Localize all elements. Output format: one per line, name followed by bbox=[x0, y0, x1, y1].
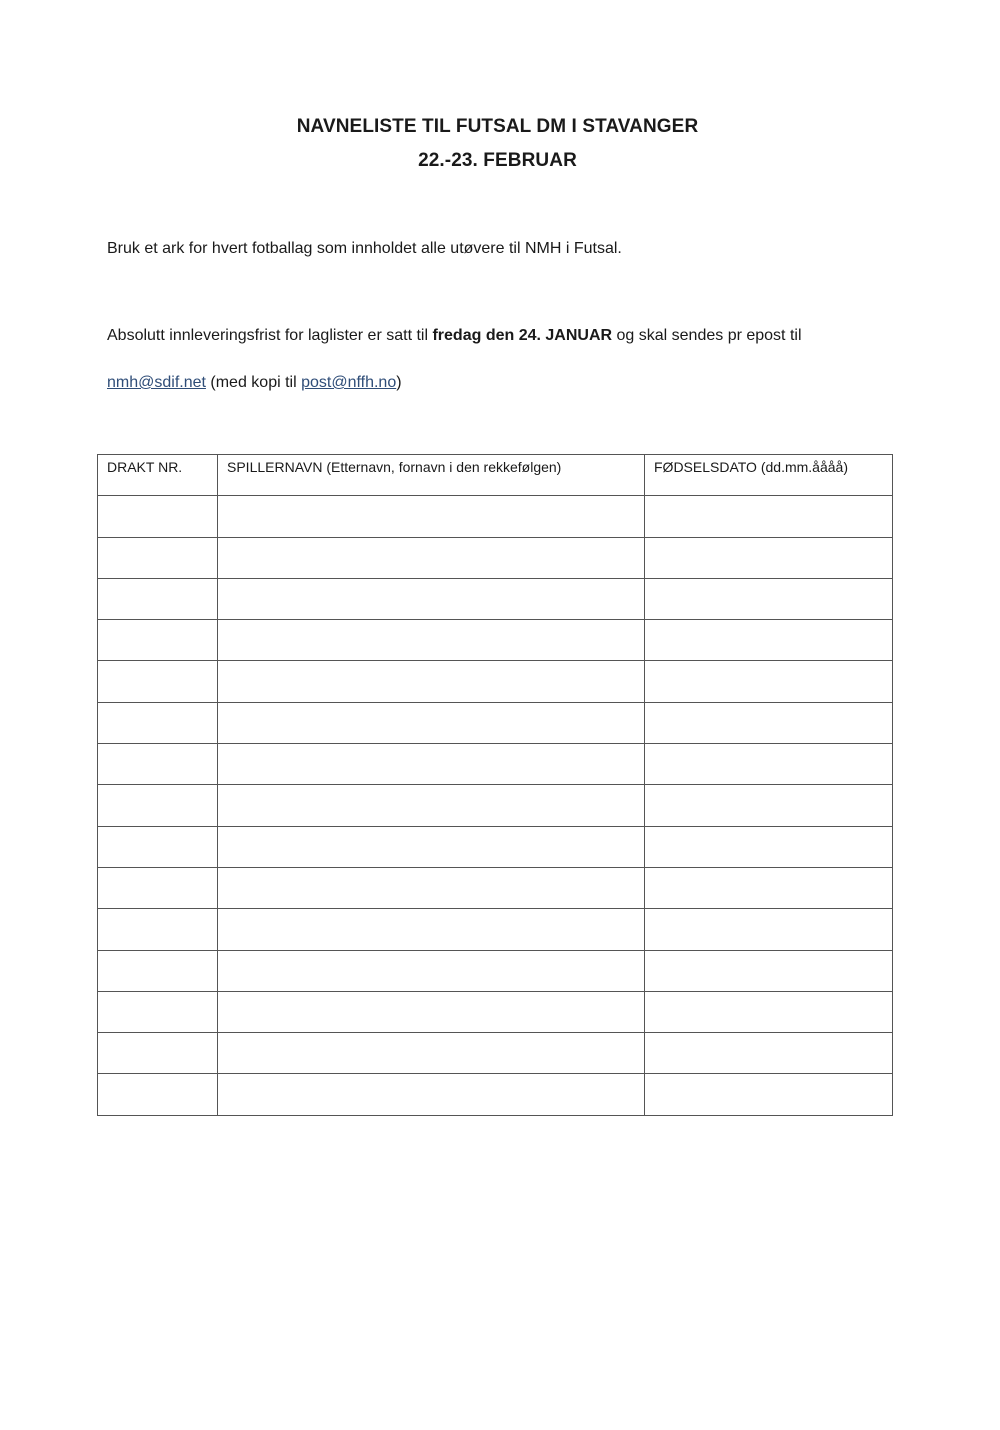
birth-date-cell[interactable] bbox=[645, 950, 893, 991]
player-name-cell[interactable] bbox=[218, 785, 645, 826]
jersey-number-cell[interactable] bbox=[98, 1074, 218, 1115]
jersey-number-cell[interactable] bbox=[98, 867, 218, 908]
birth-date-cell[interactable] bbox=[645, 620, 893, 661]
deadline-date: fredag den 24. JANUAR bbox=[432, 327, 613, 344]
roster-body bbox=[98, 496, 893, 1115]
player-name-cell[interactable] bbox=[218, 661, 645, 702]
header-jersey-number: DRAKT NR. bbox=[98, 455, 218, 496]
player-name-cell[interactable] bbox=[218, 1033, 645, 1074]
table-row bbox=[98, 1074, 893, 1115]
birth-date-cell[interactable] bbox=[645, 1074, 893, 1115]
table-row bbox=[98, 744, 893, 785]
contact-text-middle: (med kopi til bbox=[205, 374, 302, 391]
player-name-cell[interactable] bbox=[218, 702, 645, 743]
birth-date-cell[interactable] bbox=[645, 867, 893, 908]
player-name-cell[interactable] bbox=[218, 867, 645, 908]
table-row bbox=[98, 702, 893, 743]
table-header-row bbox=[98, 455, 893, 496]
player-name-cell[interactable] bbox=[218, 744, 645, 785]
header-birth-date: FØDSELSDATO (dd.mm.åååå) bbox=[645, 455, 893, 496]
player-name-cell[interactable] bbox=[218, 620, 645, 661]
intro-paragraph: Bruk et ark for hvert fotballag som innholdet alle utøvere til NMH i Futsal. bbox=[107, 240, 622, 257]
jersey-number-cell[interactable] bbox=[98, 702, 218, 743]
table-row bbox=[98, 537, 893, 578]
email-link-primary[interactable]: nmh@sdif.net bbox=[107, 374, 206, 391]
jersey-number-cell[interactable] bbox=[98, 744, 218, 785]
birth-date-cell[interactable] bbox=[645, 744, 893, 785]
table-row bbox=[98, 620, 893, 661]
jersey-number-cell[interactable] bbox=[98, 661, 218, 702]
header-player-name: SPILLERNAVN (Etternavn, fornavn i den rekkefølgen) bbox=[218, 455, 645, 496]
player-name-cell[interactable] bbox=[218, 950, 645, 991]
player-name-cell[interactable] bbox=[218, 537, 645, 578]
birth-date-cell[interactable] bbox=[645, 661, 893, 702]
birth-date-cell[interactable] bbox=[645, 785, 893, 826]
birth-date-cell[interactable] bbox=[645, 578, 893, 619]
table-row bbox=[98, 991, 893, 1032]
jersey-number-cell[interactable] bbox=[98, 950, 218, 991]
table-row bbox=[98, 496, 893, 537]
contact-paragraph bbox=[107, 372, 402, 394]
player-name-cell[interactable] bbox=[218, 826, 645, 867]
jersey-number-cell[interactable] bbox=[98, 909, 218, 950]
player-name-cell[interactable] bbox=[218, 909, 645, 950]
birth-date-cell[interactable] bbox=[645, 826, 893, 867]
player-name-cell[interactable] bbox=[218, 496, 645, 537]
player-roster-table bbox=[97, 454, 893, 1116]
birth-date-cell[interactable] bbox=[645, 1033, 893, 1074]
document-title bbox=[0, 110, 995, 178]
jersey-number-cell[interactable] bbox=[98, 537, 218, 578]
birth-date-cell[interactable] bbox=[645, 991, 893, 1032]
deadline-text-end: og skal sendes pr epost til bbox=[612, 327, 802, 344]
jersey-number-cell[interactable] bbox=[98, 496, 218, 537]
jersey-number-cell[interactable] bbox=[98, 620, 218, 661]
email-link-copy[interactable]: post@nffh.no bbox=[301, 374, 397, 391]
table-row bbox=[98, 785, 893, 826]
jersey-number-cell[interactable] bbox=[98, 578, 218, 619]
birth-date-cell[interactable] bbox=[645, 496, 893, 537]
player-name-cell[interactable] bbox=[218, 991, 645, 1032]
player-name-cell[interactable] bbox=[218, 578, 645, 619]
jersey-number-cell[interactable] bbox=[98, 826, 218, 867]
table-row bbox=[98, 826, 893, 867]
birth-date-cell[interactable] bbox=[645, 702, 893, 743]
player-name-cell[interactable] bbox=[218, 1074, 645, 1115]
title-line-event: NAVNELISTE TIL FUTSAL DM I STAVANGER bbox=[296, 116, 699, 137]
deadline-text-start: Absolutt innleveringsfrist for laglister er satt til bbox=[107, 327, 433, 344]
table-row bbox=[98, 909, 893, 950]
title-line-dates: 22.-23. FEBRUAR bbox=[418, 150, 577, 171]
table-row bbox=[98, 950, 893, 991]
jersey-number-cell[interactable] bbox=[98, 991, 218, 1032]
deadline-paragraph bbox=[107, 325, 802, 347]
table-row bbox=[98, 578, 893, 619]
table-row bbox=[98, 661, 893, 702]
birth-date-cell[interactable] bbox=[645, 909, 893, 950]
jersey-number-cell[interactable] bbox=[98, 785, 218, 826]
table-row bbox=[98, 867, 893, 908]
contact-text-end: ) bbox=[396, 374, 402, 391]
birth-date-cell[interactable] bbox=[645, 537, 893, 578]
table-row bbox=[98, 1033, 893, 1074]
jersey-number-cell[interactable] bbox=[98, 1033, 218, 1074]
